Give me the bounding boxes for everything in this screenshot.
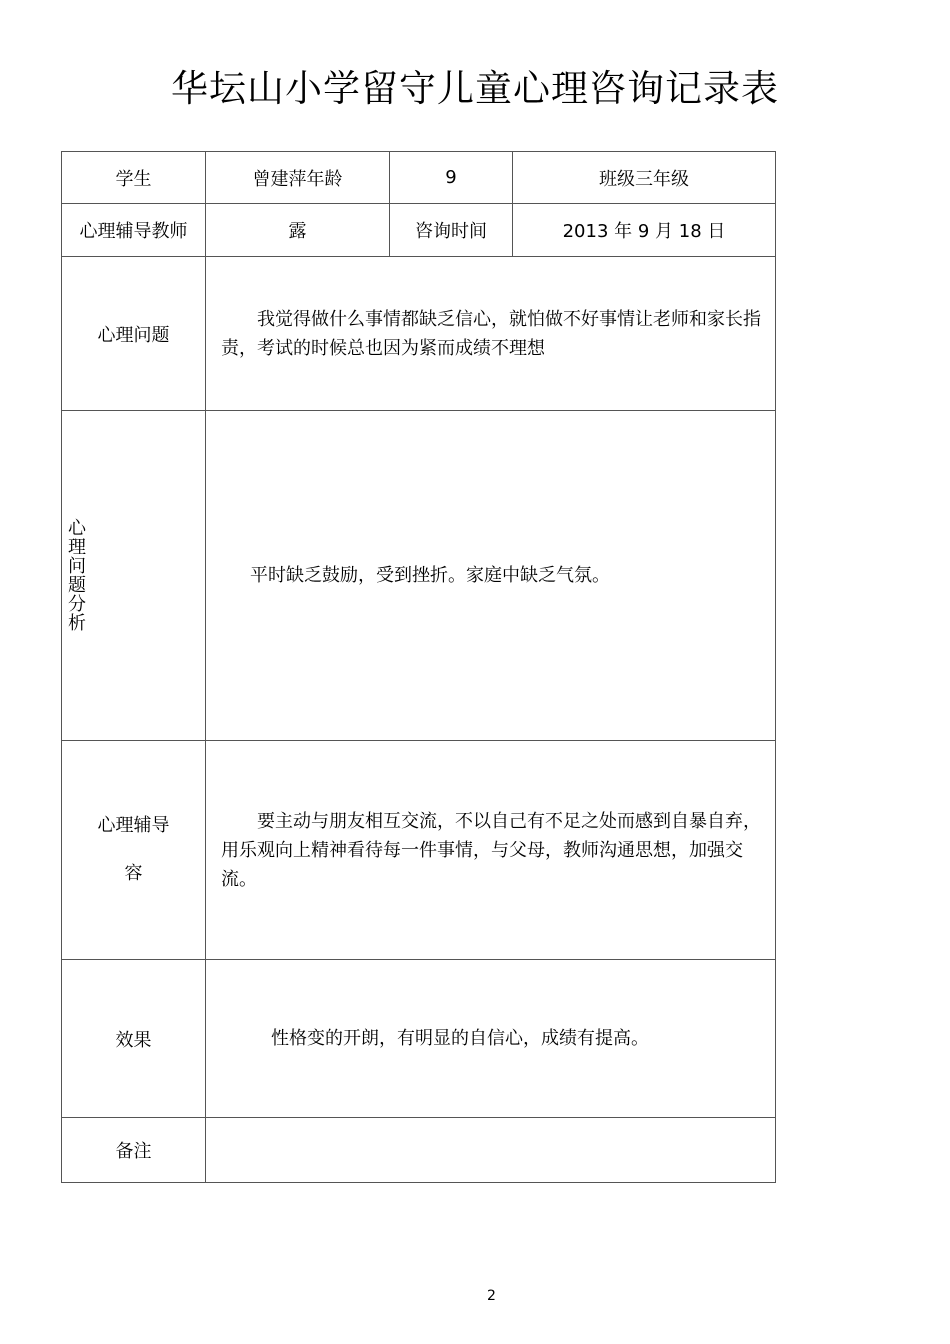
remarks-label: 备注 [62, 1118, 206, 1183]
page-title: 华坛山小学留守儿童心理咨询记录表 [171, 67, 779, 110]
counseling-label-cell [62, 741, 206, 960]
analysis-label: 心理问题分析 [68, 517, 86, 634]
time-label: 咨询时间 [390, 204, 513, 257]
table-row-effect [62, 960, 776, 1118]
analysis-text: 平时缺乏鼓励，受到挫折。家庭中缺乏气氛。 [206, 411, 776, 741]
table-row-analysis [62, 411, 776, 741]
page-number: 2 [487, 1288, 496, 1304]
counseling-text: 要主动与朋友相互交流，不以自己有不足之处而感到自暴自弃，用乐观向上精神看待每一件事情，与父母，教师沟通思想，加强交流。 [206, 741, 776, 960]
counseling-label-line2: 容 [124, 863, 143, 884]
time-value: 2013 年 9 月 18 日 [513, 204, 776, 257]
counseling-label-line1: 心理辅导 [97, 815, 170, 836]
problem-text: 我觉得做什么事情都缺乏信心，就怕做不好事情让老师和家长指责，考试的时候总也因为紧而成绩不理想 [206, 257, 776, 411]
effect-label: 效果 [62, 960, 206, 1118]
table-row-teacher [62, 204, 776, 257]
table-row-student [62, 152, 776, 204]
analysis-label-cell [62, 411, 206, 741]
class-info: 班级三年级 [513, 152, 776, 204]
student-age: 9 [390, 152, 513, 204]
student-name-age-label: 曾建萍年龄 [206, 152, 390, 204]
teacher-name: 露 [206, 204, 390, 257]
student-label: 学生 [62, 152, 206, 204]
effect-text: 性格变的开朗，有明显的自信心，成绩有提高。 [206, 960, 776, 1118]
table-row-problem [62, 257, 776, 411]
remarks-text [206, 1118, 776, 1183]
teacher-label: 心理辅导教师 [62, 204, 206, 257]
table-row-counseling [62, 741, 776, 960]
record-table [61, 151, 776, 1183]
problem-label: 心理问题 [62, 257, 206, 411]
table-row-remarks [62, 1118, 776, 1183]
